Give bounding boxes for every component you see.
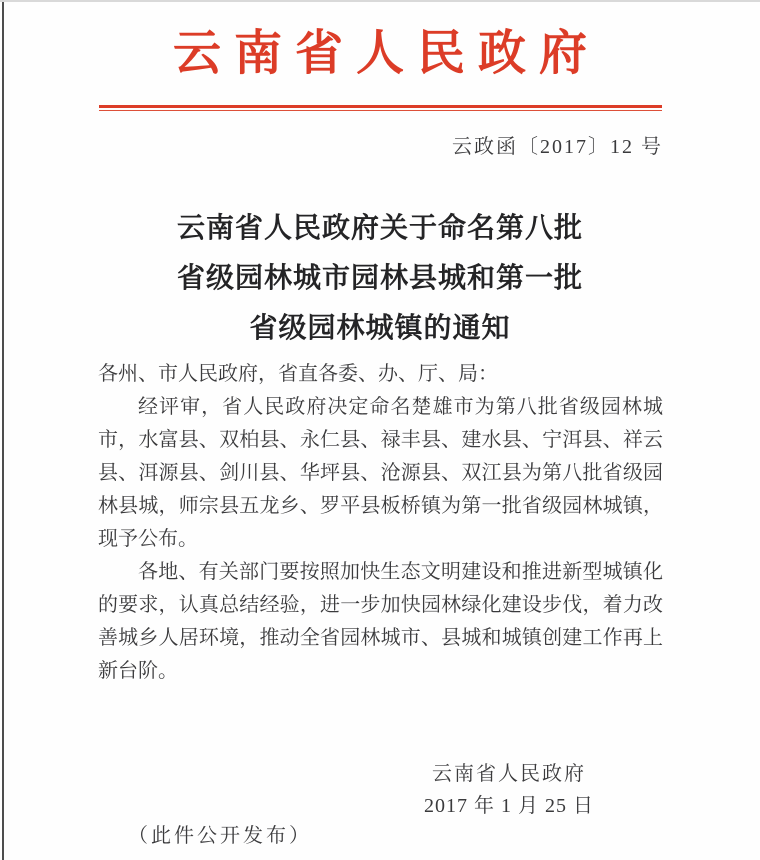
issue-date: 2017 年 1 月 25 日 bbox=[424, 795, 594, 817]
body-line: 市，水富县、双柏县、永仁县、禄丰县、建水县、宁洱县、祥云 bbox=[98, 429, 663, 451]
document-title-line-1: 云南省人民政府关于命名第八批 bbox=[176, 213, 583, 244]
government-letterhead: 云南省人民政府 bbox=[172, 27, 600, 80]
signer-name: 云南省人民政府 bbox=[432, 763, 586, 785]
publication-note: （此件公开发布） bbox=[128, 825, 312, 847]
letterhead-divider bbox=[99, 105, 662, 111]
body-line: 现予公布。 bbox=[98, 528, 198, 550]
signature-block bbox=[384, 760, 634, 820]
body-line: 经评审，省人民政府决定命名楚雄市为第八批省级园林城 bbox=[138, 396, 663, 418]
document-body bbox=[98, 358, 663, 688]
page-left-edge bbox=[2, 2, 4, 860]
document-title bbox=[0, 204, 760, 354]
body-line: 新台阶。 bbox=[98, 660, 178, 682]
salutation: 各州、市人民政府，省直各委、办、厅、局： bbox=[98, 363, 498, 385]
body-line: 县、洱源县、剑川县、华坪县、沧源县、双江县为第八批省级园 bbox=[98, 462, 663, 484]
body-line: 的要求，认真总结经验，进一步加快园林绿化建设步伐，着力改 bbox=[98, 594, 663, 616]
document-number: 云政函〔2017〕12 号 bbox=[452, 136, 663, 158]
document-title-line-2: 省级园林城市园林县城和第一批 bbox=[176, 263, 583, 294]
body-line: 善城乡人居环境，推动全省园林城市、县城和城镇创建工作再上 bbox=[98, 627, 663, 649]
body-line: 各地、有关部门要按照加快生态文明建设和推进新型城镇化 bbox=[138, 561, 663, 583]
body-line: 林县城，师宗县五龙乡、罗平县板桥镇为第一批省级园林城镇， bbox=[98, 495, 663, 517]
document-title-line-3: 省级园林城镇的通知 bbox=[249, 313, 511, 344]
